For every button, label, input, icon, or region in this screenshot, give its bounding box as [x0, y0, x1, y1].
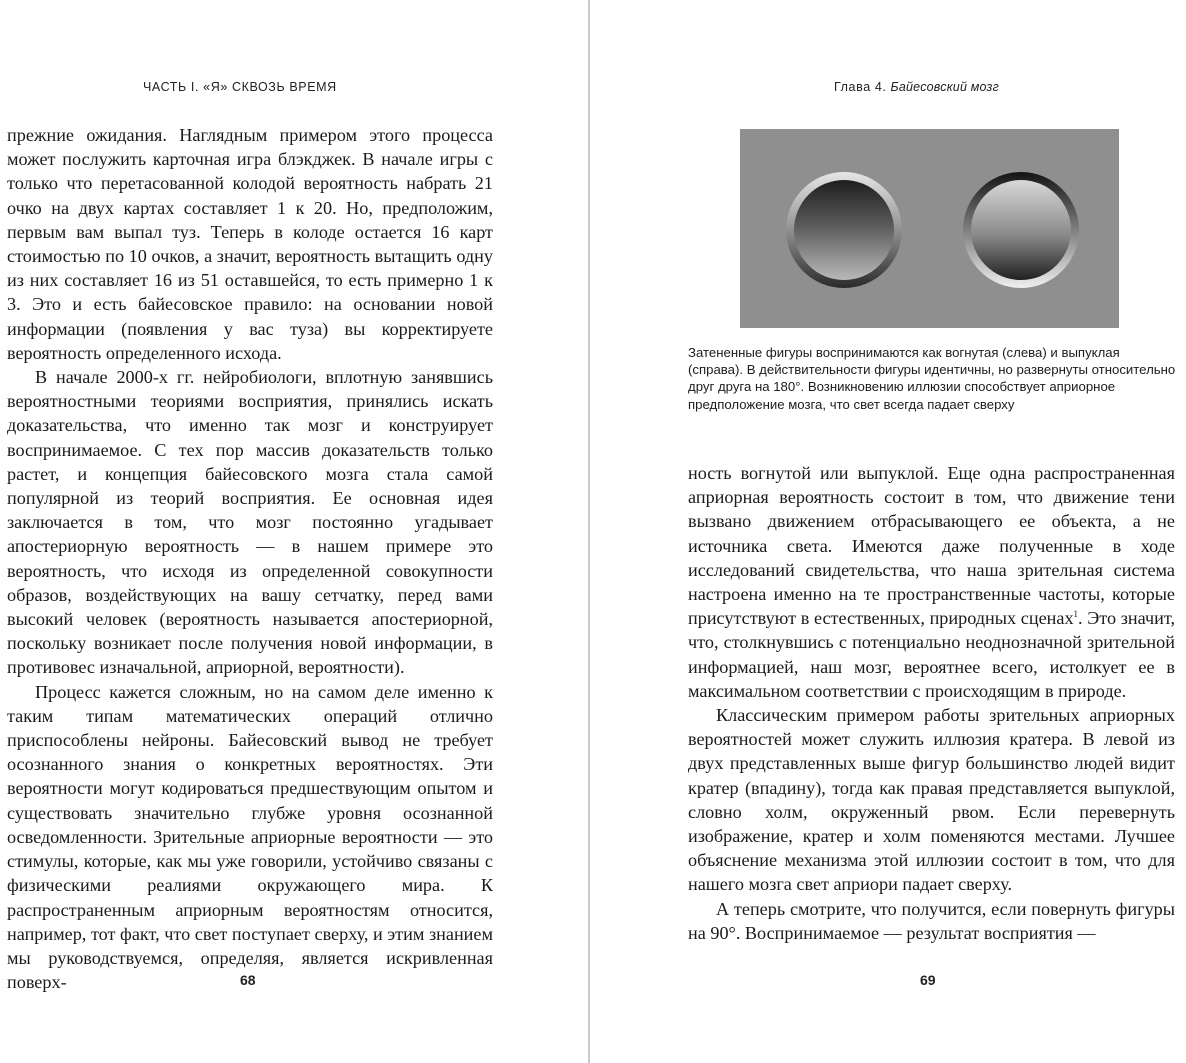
- paragraph-3: Процесс кажется сложным, но на самом деле именно к таким типам математических операций отлично приспособлены нейроны. Байесовский вывод не требует осознанного знания о конкретных вероятностях. Эти вероятности могут кодироваться предшествующим опытом и существовать значительно глубже уровня осознанной осведомленности. Зрительные априорные вероятности — это стимулы, которые, как мы уже говорили, устойчиво связаны с физическими реалиями окружающего мира. К распространенным априорным вероятностям относится, например, тот факт, что свет поступает сверху, и этим знанием мы руководствуемся, определяя, является искривленная поверх-: [7, 681, 493, 993]
- running-header-left: ЧАСТЬ I. «Я» СКВОЗЬ ВРЕМЯ: [143, 80, 337, 94]
- paragraph-6: А теперь смотрите, что получится, если повернуть фигуры на 90°. Воспринимаемое — результат восприятия —: [688, 898, 1175, 943]
- page-number-left: 68: [240, 972, 256, 988]
- right-body-text: [688, 461, 1175, 945]
- crater-illusion-figure: [740, 129, 1119, 328]
- convex-shape-image: [961, 170, 1081, 290]
- chapter-title: Байесовский мозг: [890, 80, 999, 94]
- page-number-right: 69: [920, 972, 936, 988]
- paragraph-5: Классическим примером работы зрительных априорных вероятностей может служить иллюзия кратера. В левой из двух представленных выше фигур большинство людей видит кратер (впадину), тогда как правая представляется выпуклой, словно холм, окруженный рвом. Если перевернуть изображение, кратер и холм поменяются местами. Лучшее объяснение механизма этой иллюзии состоит в том, что для нашего мозга свет априори падает сверху.: [688, 705, 1175, 895]
- concave-bowl: [794, 180, 894, 280]
- running-header-right: [834, 80, 999, 94]
- paragraph-4-head: ность вогнутой или выпуклой. Еще одна распространенная априорная вероятность состоит в том, что движение тени вызвано движением отбрасывающего ее объекта, а не источника света. Имеются даже полученные в ходе исследований свидетельства, что наша зрительная система настроена именно на те пространственные частоты, которые присутствуют в естественных, природных сценах: [688, 463, 1175, 629]
- left-body-text: [7, 123, 493, 994]
- paragraph-1: прежние ожидания. Наглядным примером этого процесса может послужить карточная игра блэкджек. В начале игры с только что перетасованной колодой вероятность набрать 21 очко на двух картах составляет 1 к 20. Но, предположим, первым вам выпал туз. Теперь в колоде остается 16 карт стоимостью по 10 очков, а значит, вероятность вытащить одну из них составляет 16 из 51 оставшейся, то есть примерно 1 к 3. Это и есть байесовское правило: на основании новой информации (появления у вас туза) вы корректируете вероятность определенного исхода.: [7, 125, 493, 363]
- footnote-mark[interactable]: 1: [1073, 609, 1079, 620]
- figure-caption: Затененные фигуры воспринимаются как вогнутая (слева) и выпуклая (справа). В действительности фигуры идентичны, но развернуты относительно друг друга на 180°. Возникновению иллюзии способствует априорное предположение мозга, что свет всегда падает сверху: [688, 345, 1176, 412]
- chapter-number: Глава 4.: [834, 80, 887, 94]
- convex-bowl: [971, 180, 1071, 280]
- left-page: [0, 0, 588, 1063]
- paragraph-2: В начале 2000-х гг. нейробиологи, вплотную занявшись вероятностными теориями восприятия, принялись искать доказательства, что именно так мозг и конструирует воспринимаемое. С тех пор массив доказательств только растет, и концепция байесовского мозга стала самой популярной из теорий восприятия. Ее основная идея заключается в том, что мозг постоянно угадывает апостериорную вероятность — в нашем примере это вероятность, что исходя из определенной совокупности образов, воздействующих на вашу сетчатку, перед вами высокий человек (вероятность называется апостериорной, поскольку возникает после получения новой информации, в противовес изначальной, априорной, вероятности).: [7, 367, 493, 678]
- concave-shape-image: [784, 170, 904, 290]
- paragraph-4-tail: . Это значит, что, столкнувшись с потенциально неоднозначной зрительной информацией, наш мозг, вероятнее всего, истолкует ее в максимальном соответствии с происходящим в природе.: [688, 608, 1175, 701]
- right-page: [590, 0, 1186, 1063]
- paragraph-4: [688, 461, 1175, 703]
